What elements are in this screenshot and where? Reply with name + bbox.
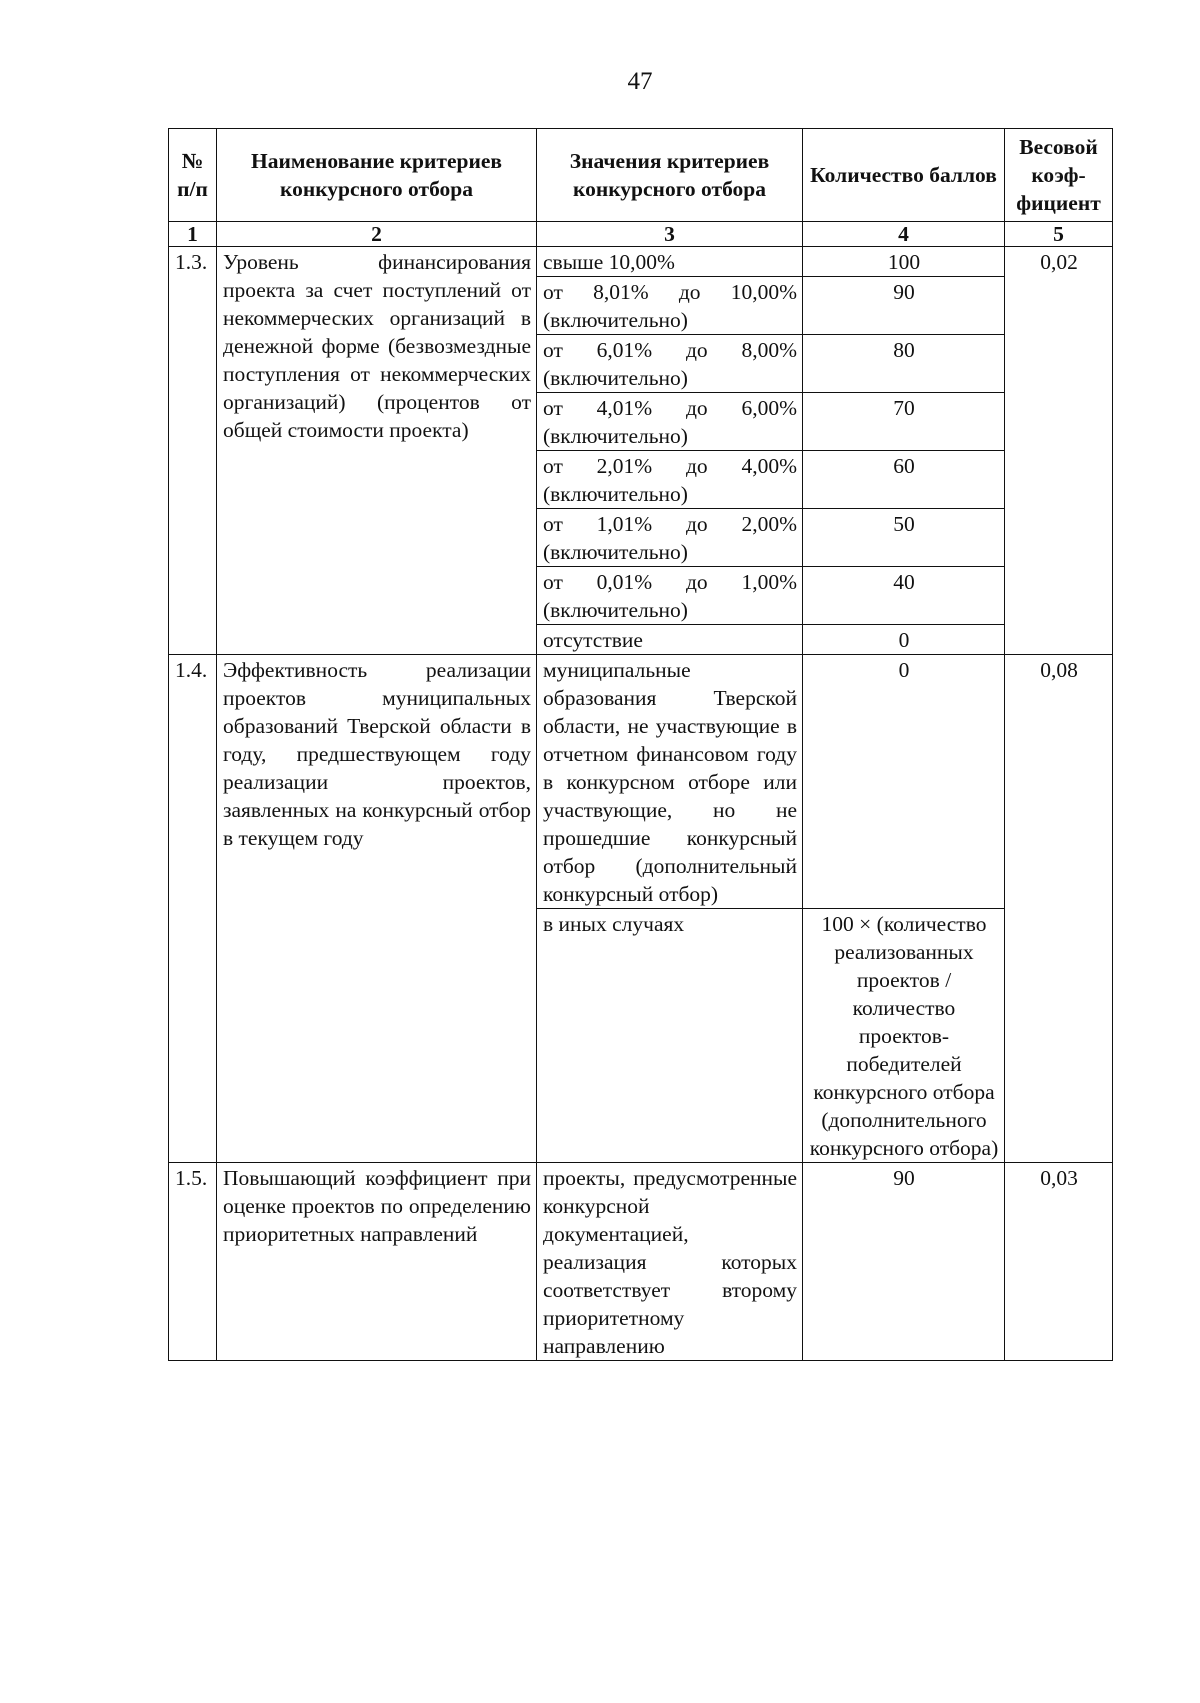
criterion-value: в иных случаях (537, 909, 803, 1163)
criterion-value: от 4,01% до 6,00% (включительно) (537, 393, 803, 451)
score-value: 0 (803, 655, 1005, 909)
score-value: 80 (803, 335, 1005, 393)
column-number: 1 (169, 222, 217, 247)
score-value: 0 (803, 625, 1005, 655)
score-value: 70 (803, 393, 1005, 451)
score-value: 90 (803, 277, 1005, 335)
weight-value: 0,02 (1005, 247, 1113, 655)
column-number: 5 (1005, 222, 1113, 247)
score-value: 90 (803, 1163, 1005, 1361)
score-value: 40 (803, 567, 1005, 625)
criterion-value: отсутствие (537, 625, 803, 655)
header-weight: Весовой коэф-фициент (1005, 129, 1113, 222)
header-name: Наименование критериев конкурсного отбора (217, 129, 537, 222)
criterion-value: от 1,01% до 2,00% (включительно) (537, 509, 803, 567)
column-number: 2 (217, 222, 537, 247)
criterion-value: свыше 10,00% (537, 247, 803, 277)
criterion-value: от 6,01% до 8,00% (включительно) (537, 335, 803, 393)
weight-value: 0,03 (1005, 1163, 1113, 1361)
criterion-name: Уровень финансирования проекта за счет поступлений от некоммерческих организаций в денежной форме (безвозмездные поступления от некоммерческих организаций) (процентов от общей стоимости проекта) (217, 247, 537, 655)
row-number: 1.5. (169, 1163, 217, 1361)
table-row (169, 655, 1113, 909)
score-value: 50 (803, 509, 1005, 567)
score-value: 100 (803, 247, 1005, 277)
score-value: 100 × (количество реализованных проектов / количество проектов-победителей конкурсного отбора (дополнительного конкурсного отбора) (803, 909, 1005, 1163)
criterion-name: Эффективность реализации проектов муниципальных образований Тверской области в году, предшествующем году реализации проектов, заявленных на конкурсный отбор в текущем году (217, 655, 537, 1163)
header-num: № п/п (169, 129, 217, 222)
table-row (169, 1163, 1113, 1361)
criteria-table (168, 128, 1113, 1361)
criterion-value: от 0,01% до 1,00% (включительно) (537, 567, 803, 625)
criterion-value: от 8,01% до 10,00% (включительно) (537, 277, 803, 335)
table-header-row (169, 129, 1113, 222)
row-number: 1.4. (169, 655, 217, 1163)
criterion-name: Повышающий коэффициент при оценке проектов по определению приоритетных направлений (217, 1163, 537, 1361)
weight-value: 0,08 (1005, 655, 1113, 1163)
criterion-value: муниципальные образования Тверской области, не участвующие в отчетном финансовом году в конкурсном отборе или участвующие, но не прошедшие конкурсный отбор (дополнительный конкурсный отбор) (537, 655, 803, 909)
header-score: Количество баллов (803, 129, 1005, 222)
table-row (169, 247, 1113, 277)
criterion-value: проекты, предусмотренные конкурсной документацией, реализация которых соответствует второму приоритетному направлению (537, 1163, 803, 1361)
criterion-value: от 2,01% до 4,00% (включительно) (537, 451, 803, 509)
column-number: 3 (537, 222, 803, 247)
row-number: 1.3. (169, 247, 217, 655)
page-number: 47 (627, 68, 653, 95)
column-number: 4 (803, 222, 1005, 247)
column-numbers-row (169, 222, 1113, 247)
header-values: Значения критериев конкурсного отбора (537, 129, 803, 222)
score-value: 60 (803, 451, 1005, 509)
